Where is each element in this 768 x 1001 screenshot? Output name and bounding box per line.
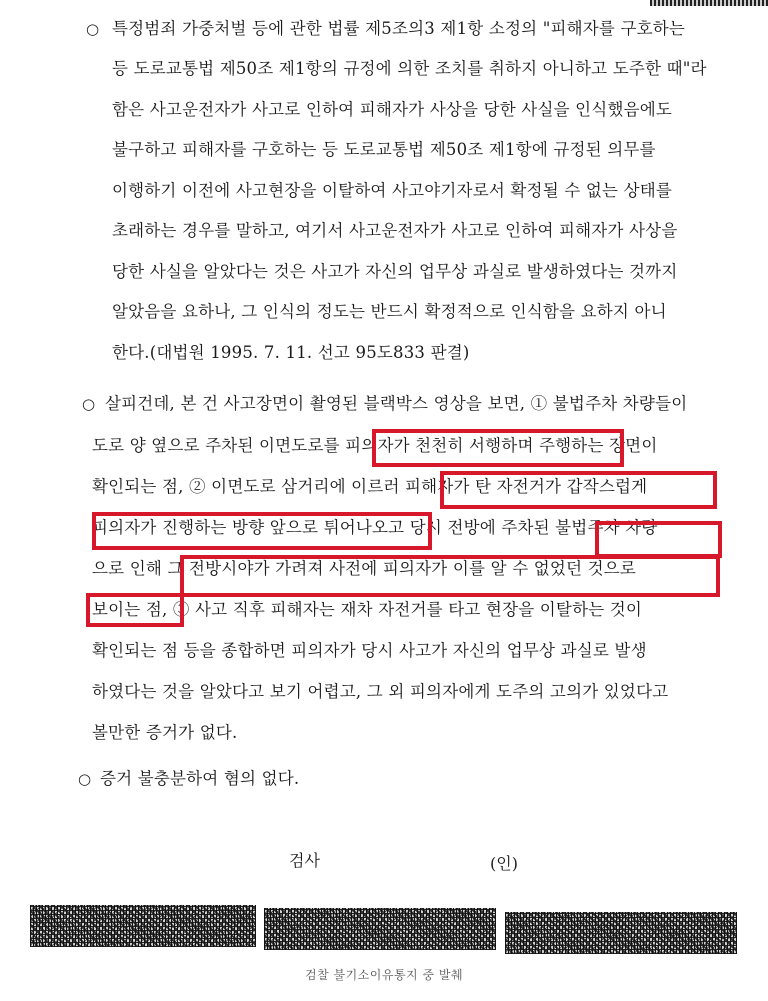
para1-line-6: 초래하는 경우를 말하고, 여기서 사고운전자가 사고로 인하여 피해자가 사상을: [112, 221, 678, 240]
prosecutor-seal: (인): [490, 854, 518, 873]
para1-line-2: 등 도로교통법 제50조 제1항의 규정에 의한 조치를 취하지 아니하고 도주한 때"라: [112, 59, 707, 78]
para2-line-8: 하였다는 것을 알았다고 보기 어렵고, 그 외 피의자에게 도주의 고의가 있었다고: [92, 682, 669, 701]
para3-line-1: 증거 불충분하여 혐의 없다.: [100, 769, 300, 788]
para2-line-9: 볼만한 증거가 없다.: [92, 723, 238, 742]
para2-line-2: 도로 양 옆으로 주차된 이면도로를 피의자가 천천히 서행하며 주행하는 장면이: [92, 436, 658, 455]
bullet-1: ○: [86, 20, 100, 38]
para2-line-3: 확인되는 점, ② 이면도로 삼거리에 이르러 피해자가 탄 자전거가 갑작스럽게: [92, 477, 648, 496]
para2-line-5: 으로 인해 그 전방시야가 가려져 사전에 피의자가 이를 알 수 없었던 것으로: [92, 559, 637, 578]
para2-line-6: 보이는 점, ③ 사고 직후 피해자는 재차 자전거를 타고 현장을 이탈하는 것이: [92, 600, 643, 619]
para1-line-3: 함은 사고운전자가 사고로 인하여 피해자가 사상을 당한 사실을 인식했음에도: [112, 100, 673, 119]
bullet-3: ○: [78, 770, 92, 788]
redaction-block-1: [30, 905, 256, 947]
bullet-2: ○: [82, 395, 96, 413]
para2-line-4: 피의자가 진행하는 방향 앞으로 튀어나오고 당시 전방에 주차된 불법주차 차량: [92, 518, 658, 537]
para2-line-1: 살피건데, 본 건 사고장면이 촬영된 블랙박스 영상을 보면, ① 불법주차 차량들이: [105, 394, 688, 413]
para1-line-5: 이행하기 이전에 사고현장을 이탈하여 사고야기자로서 확정될 수 없는 상태를: [112, 181, 673, 200]
para1-line-4: 불구하고 피해자를 구호하는 등 도로교통법 제50조 제1항에 규정된 의무를: [112, 140, 656, 159]
para1-line-1: 특정범죄 가중처벌 등에 관한 법률 제5조의3 제1항 소정의 "피해자를 구호하는: [112, 19, 686, 38]
redaction-block-2: [264, 908, 496, 950]
para1-line-9: 한다.(대법원 1995. 7. 11. 선고 95도833 판결): [112, 343, 470, 362]
top-redaction: [650, 0, 768, 6]
para1-line-7: 당한 사실을 알았다는 것은 사고가 자신의 업무상 과실로 발생하였다는 것까지: [112, 262, 678, 281]
para1-line-8: 알았음을 요하나, 그 인식의 정도는 반드시 확정적으로 인식함을 요하지 아니: [112, 302, 667, 321]
prosecutor-title: 검사: [289, 851, 320, 870]
redaction-block-3: [505, 912, 737, 954]
source-caption: 검찰 불기소이유통지 중 발췌: [305, 968, 464, 982]
para2-line-7: 확인되는 점 등을 종합하면 피의자가 당시 사고가 자신의 업무상 과실로 발생: [92, 641, 647, 660]
